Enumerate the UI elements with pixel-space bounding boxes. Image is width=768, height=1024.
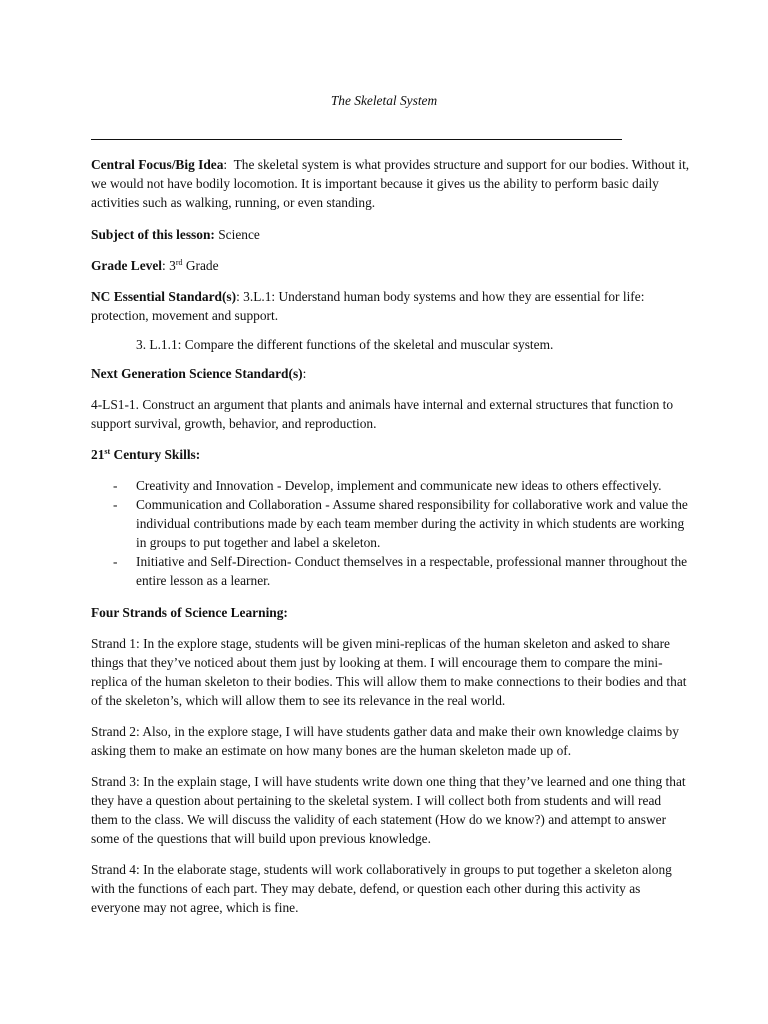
title-divider (91, 139, 622, 140)
document-body (91, 155, 691, 917)
strand-paragraph-4: Strand 4: In the elaborate stage, students will work collaboratively in groups to put together a skeleton along with the functions of each part. They may debate, defend, or question each other during this activity as everyone may not agree, which is fine. (91, 862, 672, 915)
nc-standard-paragraph: NC Essential Standard(s): 3.L.1: Understand human body systems and how they are essential for life: protection, movement and support. (91, 289, 645, 323)
skills-label: Century Skills: (113, 447, 201, 462)
skills-heading (91, 445, 691, 464)
strand-paragraph-1: Strand 1: In the explore stage, students will be given mini-replicas of the human skeleton and asked to share things that they’ve noticed about them just by looking at them. I will encourage them to compare the mini-replica of the human skeleton to their bodies. This will allow them to make connections to their bodies and that of the skeleton’s, which will allow them to see its relevance in the real world. (91, 636, 687, 708)
nc-standard-text: 3.L.1: Understand human body systems and how they are essential for life: protection, movement and support. (91, 289, 645, 323)
grade-number: 3 (169, 258, 176, 273)
nc-standard-label: NC Essential Standard(s) (91, 289, 237, 304)
skills-list (91, 476, 691, 590)
grade-word: Grade (185, 258, 219, 273)
skills-list-item: - Communication and Collaboration - Assume shared responsibility for collaborative work and value the individual contributions made by each team member during the activity in which students are working in groups to put together and label a skeleton. (113, 497, 688, 550)
grade-label: Grade Level (91, 258, 163, 273)
central-focus-label: Central Focus/Big Idea (91, 157, 224, 172)
strand-paragraph-3: Strand 3: In the explain stage, I will have students write down one thing that they’ve learned and one thing that they have a question about pertaining to the skeletal system. I will collect both from students and will read them to the class. We will discuss the validity of each statement (How do we know?) and attempt to answer some of the questions that will build upon previous knowledge. (91, 774, 686, 846)
document-title: The Skeletal System (330, 93, 438, 108)
skills-item-text: Communication and Collaboration - Assume shared responsibility for collaborative work and value the individual contributions made by each team member during the activity in which students are working in groups to put together and label a skeleton. (136, 497, 688, 550)
subject-label: Subject of this lesson: (91, 227, 215, 242)
skills-number: 21 (91, 447, 105, 462)
skills-list-item: - Initiative and Self-Direction- Conduct themselves in a respectable, professional manner throughout the entire lesson as a learner. (113, 554, 688, 588)
subject-value: Science (218, 227, 260, 242)
ngss-text: 4-LS1-1. Construct an argument that plants and animals have internal and external structures that function to support survival, growth, behavior, and reproduction. (91, 397, 674, 431)
skills-suffix: st (104, 447, 111, 456)
skills-item-text: Initiative and Self-Direction- Conduct themselves in a respectable, professional manner throughout the entire lesson as a learner. (136, 554, 688, 588)
strands-heading: Four Strands of Science Learning: (91, 605, 288, 620)
subject-paragraph (91, 225, 691, 244)
ngss-heading: Next Generation Science Standard(s): (91, 366, 307, 381)
strand-paragraph-2: Strand 2: Also, in the explore stage, I will have students gather data and make their own knowledge claims by asking them to make an estimate on how many bones are the human skeleton made up of. (91, 724, 679, 758)
ngss-label: Next Generation Science Standard(s) (91, 366, 303, 381)
central-focus-paragraph: Central Focus/Big Idea: The skeletal system is what provides structure and support for our bodies. Without it, we would not have bodily locomotion. It is important because it gives us the ability to perform basic daily activities such as walking, running, or even standing. (91, 157, 690, 210)
skills-list-item: - Creativity and Innovation - Develop, implement and communicate new ideas to others effectively. (113, 478, 662, 493)
skills-item-text: Creativity and Innovation - Develop, implement and communicate new ideas to others effectively. (136, 478, 662, 493)
central-focus-text: The skeletal system is what provides structure and support for our bodies. Without it, we would not have bodily locomotion. It is important because it gives us the ability to perform basic daily activities such as walking, running, or even standing. (91, 157, 690, 210)
nc-substandard: 3. L.1.1: Compare the different functions of the skeletal and muscular system. (136, 337, 554, 352)
grade-suffix: rd (175, 258, 183, 267)
grade-paragraph: Grade Level: 3rd Grade (91, 258, 219, 273)
